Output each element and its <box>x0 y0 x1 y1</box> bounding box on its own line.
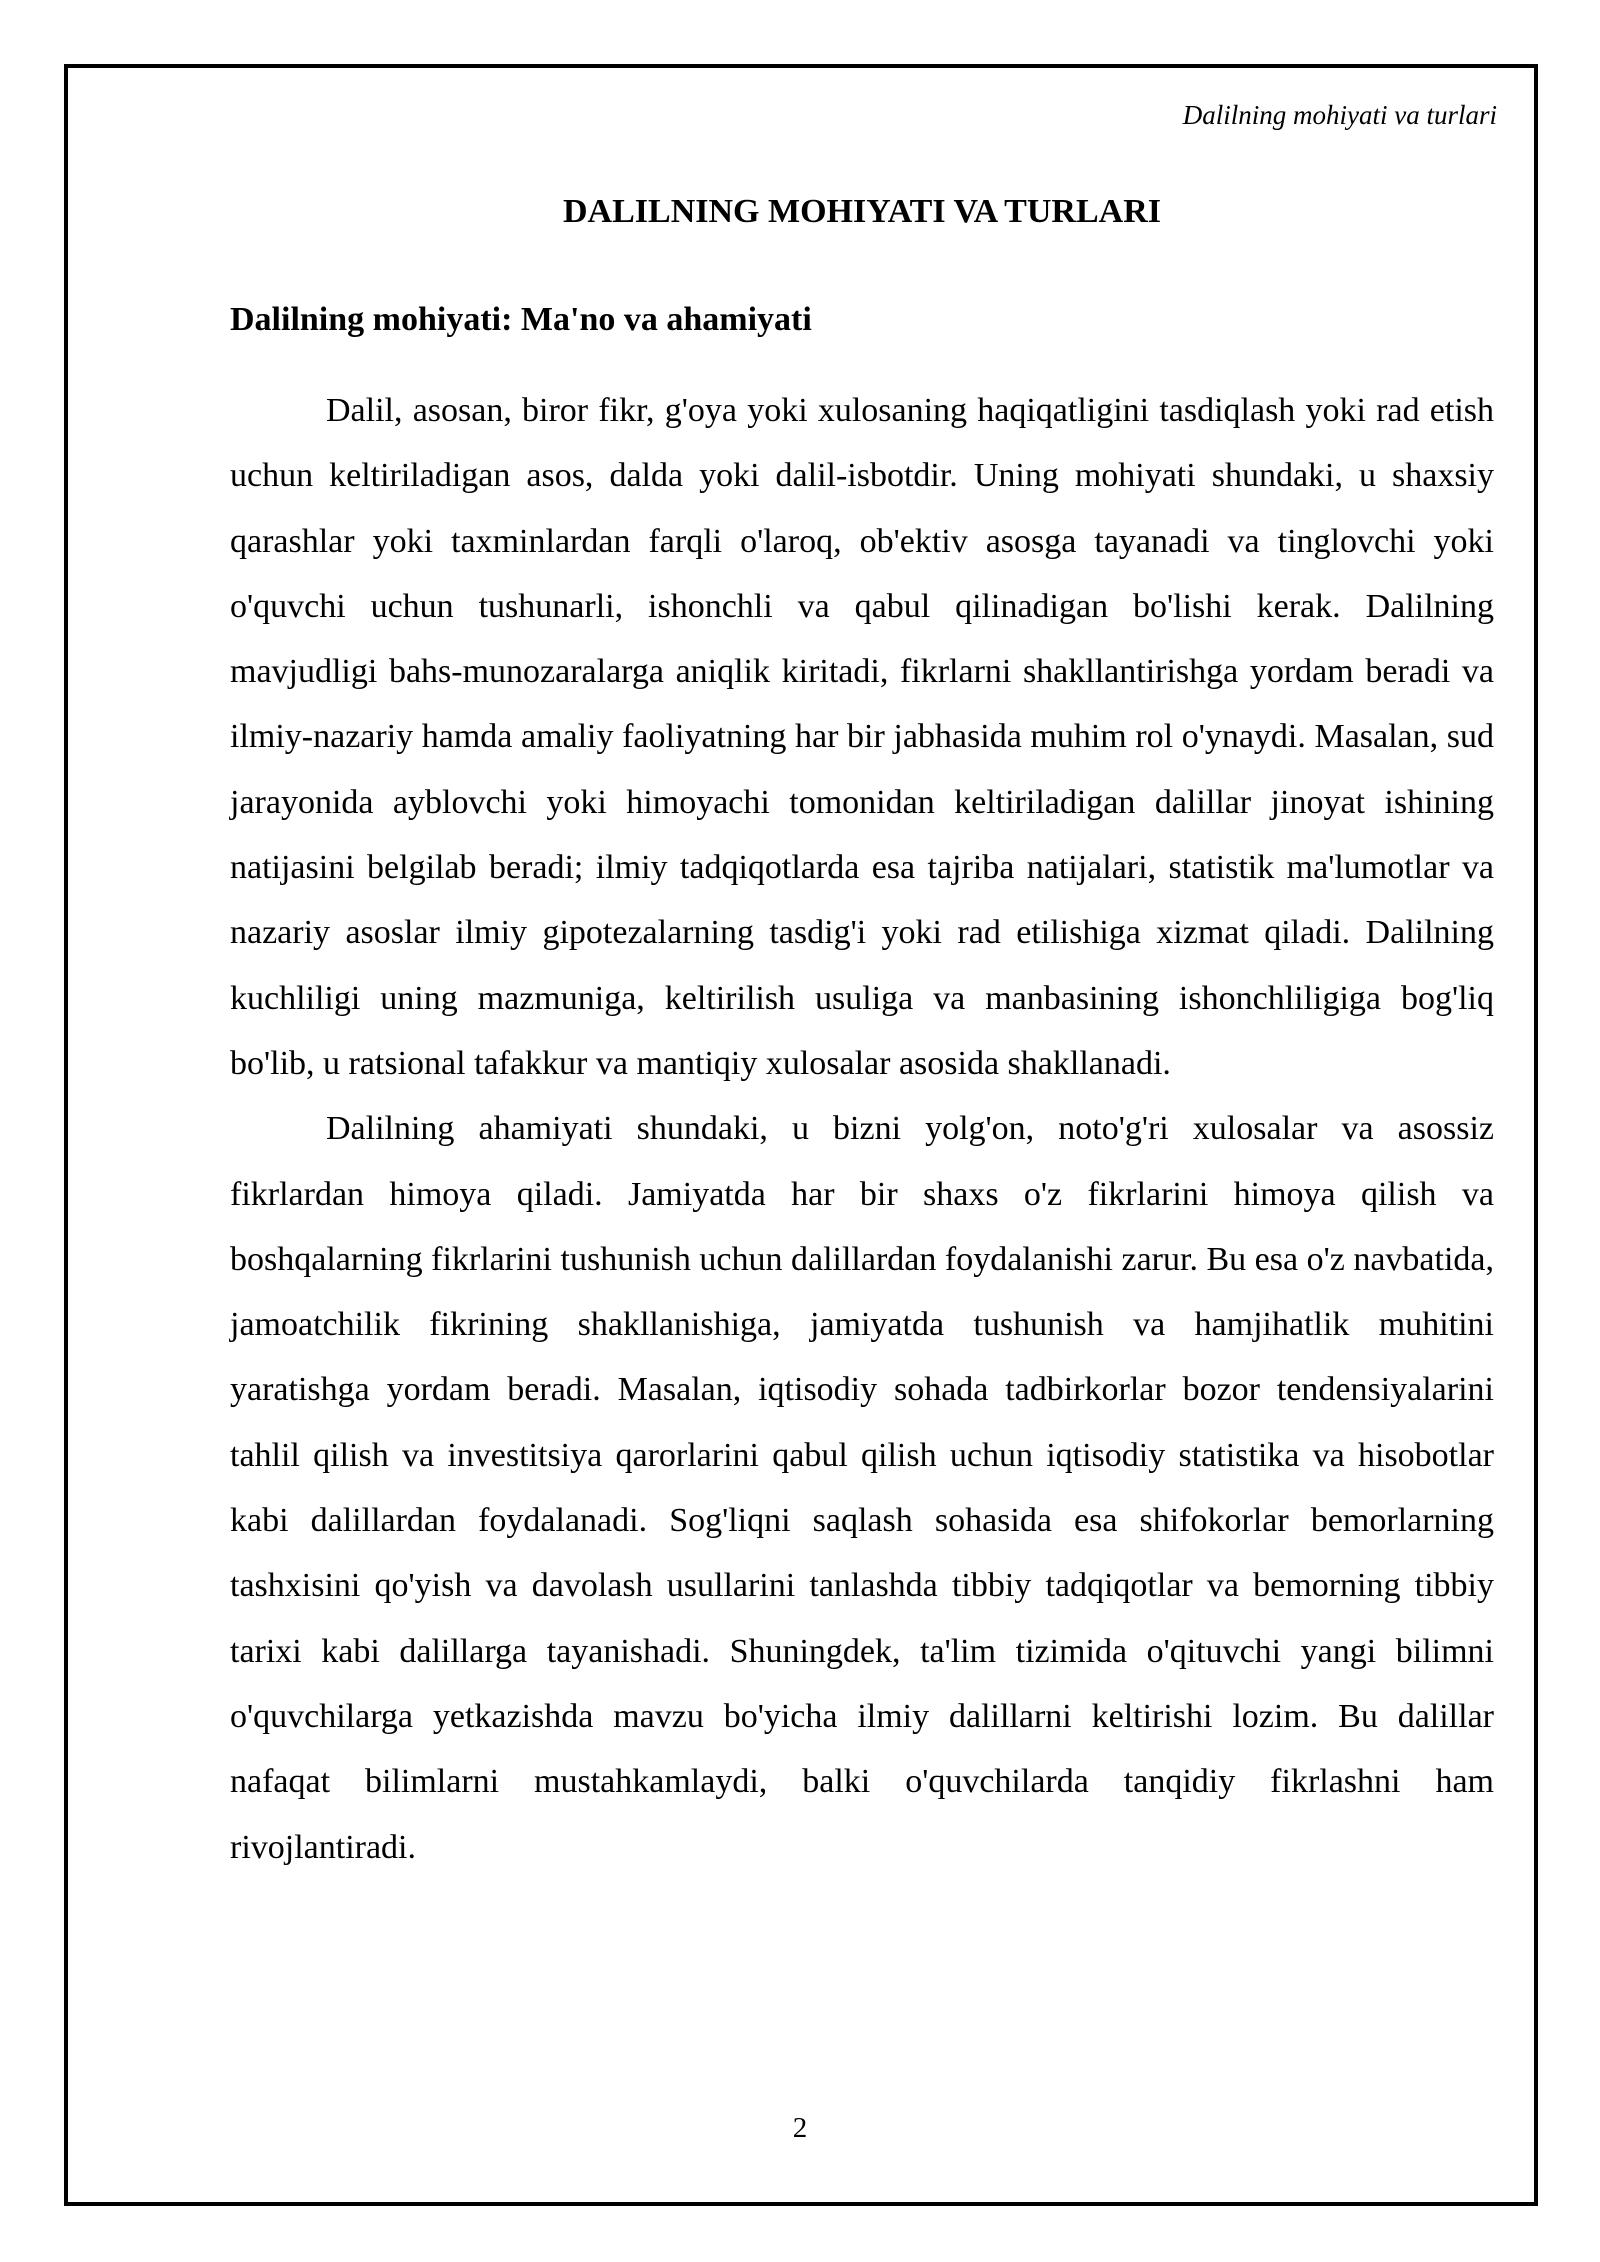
page-title: DALILNING MOHIYATI VA TURLARI <box>563 193 1161 230</box>
page-number: 2 <box>792 2112 808 2144</box>
running-header: Dalilning mohiyati va turlari <box>1182 100 1497 130</box>
paragraph-essence: Dalil, asosan, biror fikr, g'oya yoki xulosaning haqiqatligini tasdiqlash yoki rad etish uchun keltiriladigan asos, dalda yoki dalil-isbotdir. Uning mohiyati shundaki, u shaxsiy qarashlar yoki taxminlardan farqli o'laroq, ob'ektiv asosga tayanadi va tinglovchi yoki o'quvchi uchun tushunarli, ishonchli va qabul qilinadigan bo'lishi kerak. Dalilning mavjudligi bahs-munozaralarga aniqlik kiritadi, fikrlarni shakllantirishga yordam beradi va ilmiy-nazariy hamda amaliy faoliyatning har bir jabhasida muhim rol o'ynaydi. Masalan, sud jarayonida ayblovchi yoki himoyachi tomonidan keltiriladigan dalillar jinoyat ishining natijasini belgilab beradi; ilmiy tadqiqotlarda esa tajriba natijalari, statistik ma'lumotlar va nazariy asoslar ilmiy gipotezalarning tasdig'i yoki rad etilishiga xizmat qiladi. Dalilning kuchliligi uning mazmuniga, keltirilish usuliga va manbasining ishonchliligiga bog'liq bo'lib, u ratsional tafakkur va mantiqiy xulosalar asosida shakllanadi. <box>230 392 1494 1082</box>
section-heading: Dalilning mohiyati: Ma'no va ahamiyati <box>230 301 812 338</box>
body-text <box>230 378 1494 1880</box>
paragraph-importance: Dalilning ahamiyati shundaki, u bizni yolg'on, noto'g'ri xulosalar va asossiz fikrlardan himoya qiladi. Jamiyatda har bir shaxs o'z fikrlarini himoya qilish va boshqalarning fikrlarini tushunish uchun dalillardan foydalanishi zarur. Bu esa o'z navbatida, jamoatchilik fikrining shakllanishiga, jamiyatda tushunish va hamjihatlik muhitini yaratishga yordam beradi. Masalan, iqtisodiy sohada tadbirkorlar bozor tendensiyalarini tahlil qilish va investitsiya qarorlarini qabul qilish uchun iqtisodiy statistika va hisobotlar kabi dalillardan foydalanadi. Sog'liqni saqlash sohasida esa shifokorlar bemorlarning tashxisini qo'yish va davolash usullarini tanlashda tibbiy tadqiqotlar va bemorning tibbiy tarixi kabi dalillarga tayanishadi. Shuningdek, ta'lim tizimida o'qituvchi yangi bilimni o'quvchilarga yetkazishda mavzu bo'yicha ilmiy dalillarni keltirishi lozim. Bu dalillar nafaqat bilimlarni mustahkamlaydi, balki o'quvchilarda tanqidiy fikrlashni ham rivojlantiradi. <box>230 1110 1494 1866</box>
